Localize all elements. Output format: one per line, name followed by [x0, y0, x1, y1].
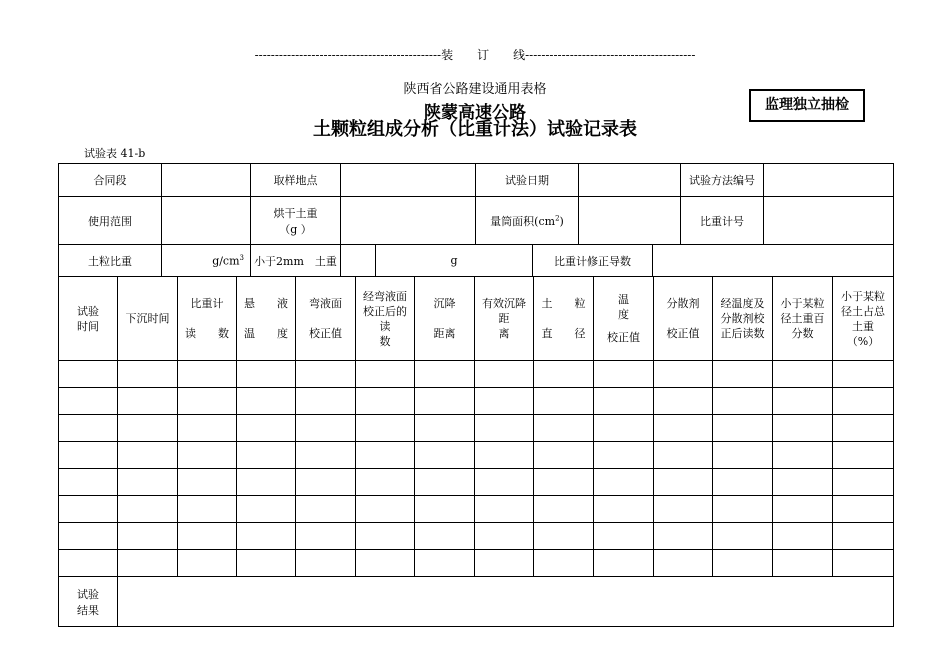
form-number: 试验表 41-b: [84, 147, 146, 160]
table-cell[interactable]: [356, 469, 415, 496]
table-cell[interactable]: [237, 469, 296, 496]
table-cell[interactable]: [534, 523, 594, 550]
field-particle-sg[interactable]: $g/cm^3$: [162, 245, 251, 277]
table-cell[interactable]: [654, 361, 713, 388]
table-cell[interactable]: [833, 361, 894, 388]
table-cell[interactable]: [59, 523, 118, 550]
table-cell[interactable]: [118, 550, 178, 577]
table-row: [59, 550, 894, 577]
table-cell[interactable]: [713, 469, 773, 496]
table-cell[interactable]: [415, 388, 475, 415]
table-cell[interactable]: [178, 550, 237, 577]
table-cell[interactable]: [237, 388, 296, 415]
table-cell[interactable]: [59, 415, 118, 442]
form-subtitle: 陕西省公路建设通用表格: [403, 82, 547, 97]
field-lt2mm[interactable]: g: [376, 245, 533, 277]
table-cell[interactable]: [713, 496, 773, 523]
label-location: 取样地点: [251, 164, 341, 197]
result-field[interactable]: [118, 577, 894, 627]
table-row: [59, 388, 894, 415]
col-particle-diameter: 土 粒 直 径: [534, 277, 594, 361]
table-cell[interactable]: [534, 550, 594, 577]
table-cell[interactable]: [475, 496, 534, 523]
table-cell[interactable]: [296, 550, 356, 577]
table-cell[interactable]: [833, 496, 894, 523]
label-lt2mm: 小于2mm 土重: [251, 245, 341, 277]
table-cell[interactable]: [713, 442, 773, 469]
table-cell[interactable]: [237, 415, 296, 442]
field-contract[interactable]: [162, 164, 251, 197]
table-row: [59, 469, 894, 496]
table-cell[interactable]: [356, 361, 415, 388]
table-cell[interactable]: [594, 388, 654, 415]
table-cell[interactable]: [773, 415, 833, 442]
field-lt2mm-a[interactable]: [341, 245, 376, 277]
table-cell[interactable]: [118, 469, 178, 496]
col-sink-time: 下沉时间: [118, 277, 178, 361]
table-cell[interactable]: [59, 496, 118, 523]
table-cell[interactable]: [356, 442, 415, 469]
table-cell[interactable]: [356, 523, 415, 550]
table-cell[interactable]: [296, 442, 356, 469]
table-cell[interactable]: [118, 415, 178, 442]
data-table: [58, 276, 894, 627]
table-cell[interactable]: [237, 361, 296, 388]
table-cell[interactable]: [594, 469, 654, 496]
field-cylinder-area[interactable]: [579, 197, 681, 245]
table-cell[interactable]: [594, 523, 654, 550]
col-test-time: 试验 时间: [59, 277, 118, 361]
field-hydrometer-no[interactable]: [764, 197, 894, 245]
table-cell[interactable]: [773, 496, 833, 523]
table-cell[interactable]: [654, 415, 713, 442]
col-dispersant-correction: 分散剂 校正值: [654, 277, 713, 361]
table-cell[interactable]: [654, 469, 713, 496]
table-cell[interactable]: [773, 361, 833, 388]
table-row: [59, 442, 894, 469]
label-correction: 比重计修正导数: [533, 245, 653, 277]
table-cell[interactable]: [296, 361, 356, 388]
table-cell[interactable]: [594, 361, 654, 388]
table-cell[interactable]: [654, 388, 713, 415]
table-cell[interactable]: [713, 361, 773, 388]
table-cell[interactable]: [296, 496, 356, 523]
label-cylinder-area: 量筒面积$(cm^2)$: [476, 197, 579, 245]
table-cell[interactable]: [356, 496, 415, 523]
col-effective-distance: 有效沉降 距 离: [475, 277, 534, 361]
table-cell[interactable]: [296, 523, 356, 550]
table-cell[interactable]: [833, 415, 894, 442]
table-cell[interactable]: [773, 550, 833, 577]
table-cell[interactable]: [178, 523, 237, 550]
table-row: [59, 361, 894, 388]
table-cell[interactable]: [59, 388, 118, 415]
table-cell[interactable]: [118, 388, 178, 415]
table-cell[interactable]: [773, 442, 833, 469]
col-meniscus-correction: 弯液面 校正值: [296, 277, 356, 361]
field-correction[interactable]: [653, 245, 894, 277]
table-cell[interactable]: [118, 361, 178, 388]
table-cell[interactable]: [59, 361, 118, 388]
table-cell[interactable]: [178, 469, 237, 496]
label-hydrometer-no: 比重计号: [681, 197, 764, 245]
field-date[interactable]: [579, 164, 681, 197]
table-cell[interactable]: [178, 361, 237, 388]
table-cell[interactable]: [833, 469, 894, 496]
table-cell[interactable]: [654, 550, 713, 577]
table-cell[interactable]: [534, 469, 594, 496]
table-cell[interactable]: [178, 415, 237, 442]
table-cell[interactable]: [534, 496, 594, 523]
table-row: [59, 415, 894, 442]
table-cell[interactable]: [118, 442, 178, 469]
field-method-no[interactable]: [764, 164, 894, 197]
table-cell[interactable]: [773, 469, 833, 496]
col-temp-correction: 温 度 校正值: [594, 277, 654, 361]
table-cell[interactable]: [356, 415, 415, 442]
table-cell[interactable]: [59, 442, 118, 469]
table-cell[interactable]: [475, 361, 534, 388]
table-cell[interactable]: [356, 550, 415, 577]
label-scope: 使用范围: [59, 197, 162, 245]
form-title: 土颗粒组成分析（比重计法）试验记录表: [313, 119, 637, 140]
table-cell[interactable]: [237, 442, 296, 469]
table-cell[interactable]: [415, 442, 475, 469]
table-cell[interactable]: [475, 415, 534, 442]
table-cell[interactable]: [59, 469, 118, 496]
col-final-reading: 经温度及 分散剂校 正后读数: [713, 277, 773, 361]
table-cell[interactable]: [534, 415, 594, 442]
label-dry-soil: 烘干土重 （g ）: [251, 197, 341, 245]
col-hydrometer-reading: 比重计 读 数: [178, 277, 237, 361]
result-label: 试验 结果: [59, 577, 118, 627]
info-table-2: [58, 244, 894, 277]
table-cell[interactable]: [654, 496, 713, 523]
label-contract: 合同段: [59, 164, 162, 197]
table-cell[interactable]: [594, 442, 654, 469]
result-row: [59, 577, 894, 627]
table-cell[interactable]: [833, 442, 894, 469]
field-dry-soil[interactable]: [341, 197, 476, 245]
table-cell[interactable]: [475, 469, 534, 496]
table-cell[interactable]: [415, 415, 475, 442]
supervision-stamp: 监理独立抽检: [749, 89, 865, 122]
table-cell[interactable]: [713, 388, 773, 415]
col-percent-finer: 小于某粒 径土重百 分数: [773, 277, 833, 361]
table-cell[interactable]: [833, 388, 894, 415]
table-cell[interactable]: [833, 523, 894, 550]
table-cell[interactable]: [654, 523, 713, 550]
table-cell[interactable]: [713, 550, 773, 577]
table-cell[interactable]: [534, 361, 594, 388]
table-cell[interactable]: [534, 442, 594, 469]
table-row: [59, 496, 894, 523]
table-cell[interactable]: [118, 523, 178, 550]
table-cell[interactable]: [713, 523, 773, 550]
table-cell[interactable]: [237, 496, 296, 523]
field-location[interactable]: [341, 164, 476, 197]
table-cell[interactable]: [773, 523, 833, 550]
table-cell[interactable]: [415, 523, 475, 550]
table-cell[interactable]: [296, 388, 356, 415]
table-cell[interactable]: [594, 550, 654, 577]
col-percent-total: 小于某粒 径土占总 土重 （%）: [833, 277, 894, 361]
label-date: 试验日期: [476, 164, 579, 197]
label-method-no: 试验方法编号: [681, 164, 764, 197]
table-cell[interactable]: [178, 388, 237, 415]
field-scope[interactable]: [162, 197, 251, 245]
table-cell[interactable]: [833, 550, 894, 577]
binding-line: ----------------------------------------------装 订 线------------------------------------------: [254, 48, 696, 62]
table-cell[interactable]: [415, 469, 475, 496]
label-particle-sg: 土粒比重: [59, 245, 162, 277]
table-cell[interactable]: [713, 415, 773, 442]
col-corrected-reading: 经弯液面 校正后的 读 数: [356, 277, 415, 361]
table-cell[interactable]: [118, 496, 178, 523]
table-cell[interactable]: [475, 550, 534, 577]
table-cell[interactable]: [178, 442, 237, 469]
table-cell[interactable]: [773, 388, 833, 415]
table-cell[interactable]: [237, 550, 296, 577]
table-cell[interactable]: [356, 388, 415, 415]
col-settling-distance: 沉降 距离: [415, 277, 475, 361]
table-cell[interactable]: [475, 442, 534, 469]
project-title: 陕蒙高速公路: [424, 103, 526, 123]
table-cell[interactable]: [534, 388, 594, 415]
table-cell[interactable]: [594, 496, 654, 523]
col-suspension-temp: 悬 液 温 度: [237, 277, 296, 361]
table-cell[interactable]: [296, 469, 356, 496]
table-cell[interactable]: [475, 388, 534, 415]
table-cell[interactable]: [296, 415, 356, 442]
table-cell[interactable]: [415, 361, 475, 388]
table-cell[interactable]: [237, 523, 296, 550]
table-cell[interactable]: [178, 496, 237, 523]
table-cell[interactable]: [475, 523, 534, 550]
table-cell[interactable]: [594, 415, 654, 442]
table-cell[interactable]: [59, 550, 118, 577]
table-cell[interactable]: [654, 442, 713, 469]
table-cell[interactable]: [415, 550, 475, 577]
column-header-row: [59, 277, 894, 361]
info-table: [58, 163, 894, 245]
table-cell[interactable]: [415, 496, 475, 523]
table-row: [59, 523, 894, 550]
